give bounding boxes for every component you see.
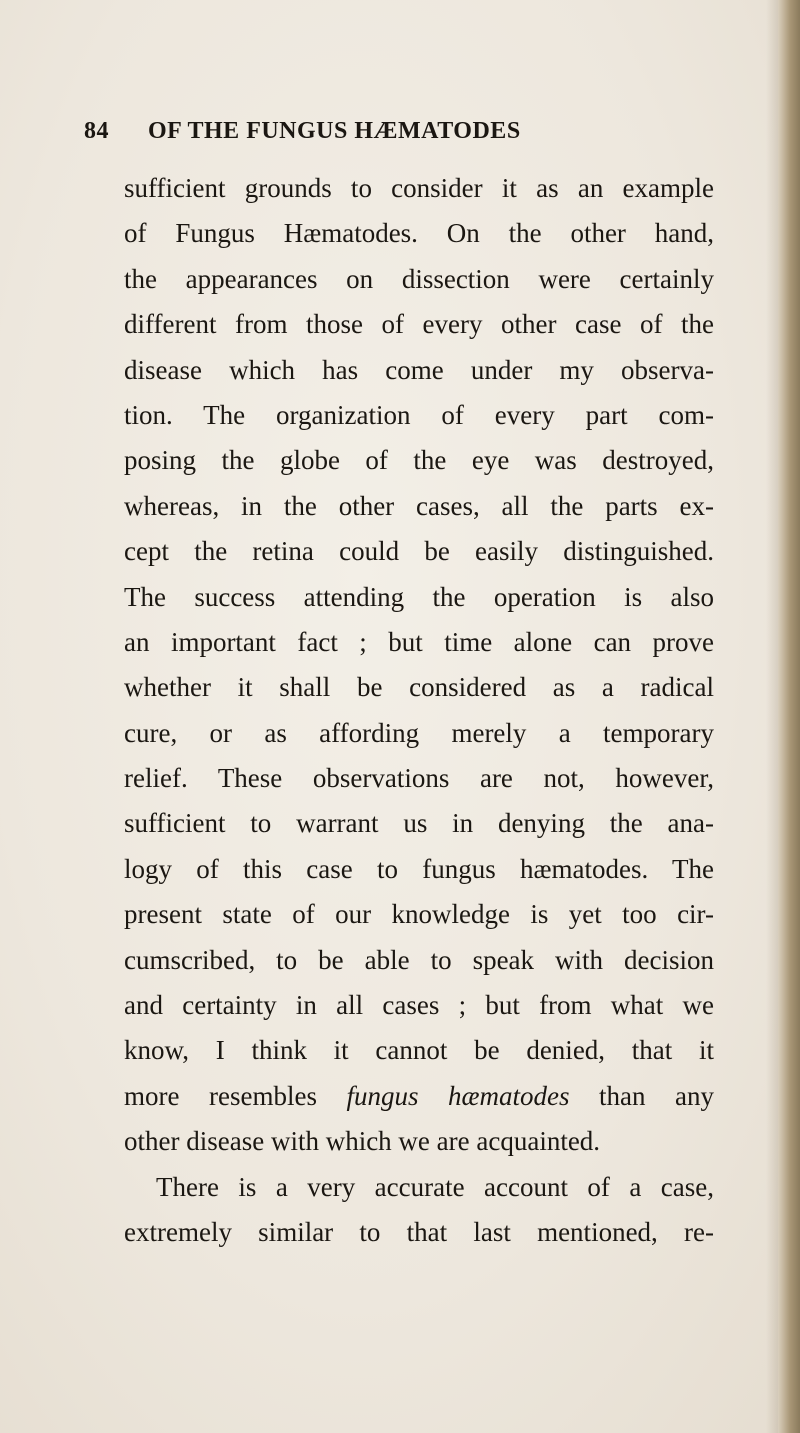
page-gutter-shadow <box>766 0 778 1433</box>
text-line: of Fungus Hæmatodes. On the other hand, <box>124 218 714 249</box>
text-line: logy of this case to fungus hæmatodes. The <box>124 853 714 884</box>
italic-term: fungus hæmatodes <box>346 1080 570 1111</box>
text-line: the appearances on dissection were certainly <box>124 263 714 294</box>
text-line: sufficient to warrant us in denying the ana- <box>124 808 714 839</box>
text-line: The success attending the operation is also <box>124 581 714 612</box>
text-segment: than any <box>569 1080 714 1111</box>
text-line: different from those of every other case of the <box>124 309 714 340</box>
body-text <box>124 166 714 1255</box>
text-line: whereas, in the other cases, all the parts ex- <box>124 490 714 521</box>
text-line: disease which has come under my observa- <box>124 354 714 385</box>
text-line: an important fact ; but time alone can prove <box>124 626 714 657</box>
text-line-with-italic <box>124 1074 714 1119</box>
page-number: 84 <box>84 118 109 144</box>
text-line: present state of our knowledge is yet too cir- <box>124 899 714 930</box>
paragraph-end-line: other disease with which we are acquainted. <box>124 1126 601 1157</box>
text-line: and certainty in all cases ; but from what we <box>124 990 714 1021</box>
text-line: extremely similar to that last mentioned, re- <box>124 1216 714 1247</box>
text-line: cure, or as affording merely a temporary <box>124 717 714 748</box>
page-header <box>84 118 704 158</box>
text-line: know, I think it cannot be denied, that it <box>124 1035 714 1066</box>
text-line: whether it shall be considered as a radical <box>124 672 714 703</box>
text-line: cumscribed, to be able to speak with decision <box>124 944 714 975</box>
text-line: posing the globe of the eye was destroyed, <box>124 445 714 476</box>
paragraph-start-line: There is a very accurate account of a case, <box>156 1171 714 1202</box>
text-line: tion. The organization of every part com- <box>124 399 714 430</box>
text-line: relief. These observations are not, however, <box>124 763 714 794</box>
running-head: OF THE FUNGUS HÆMATODES <box>148 118 521 144</box>
text-segment: more resembles <box>124 1080 347 1111</box>
page-edge <box>778 0 800 1433</box>
text-line: sufficient grounds to consider it as an example <box>124 173 714 203</box>
text-line: cept the retina could be easily distinguished. <box>124 536 714 567</box>
